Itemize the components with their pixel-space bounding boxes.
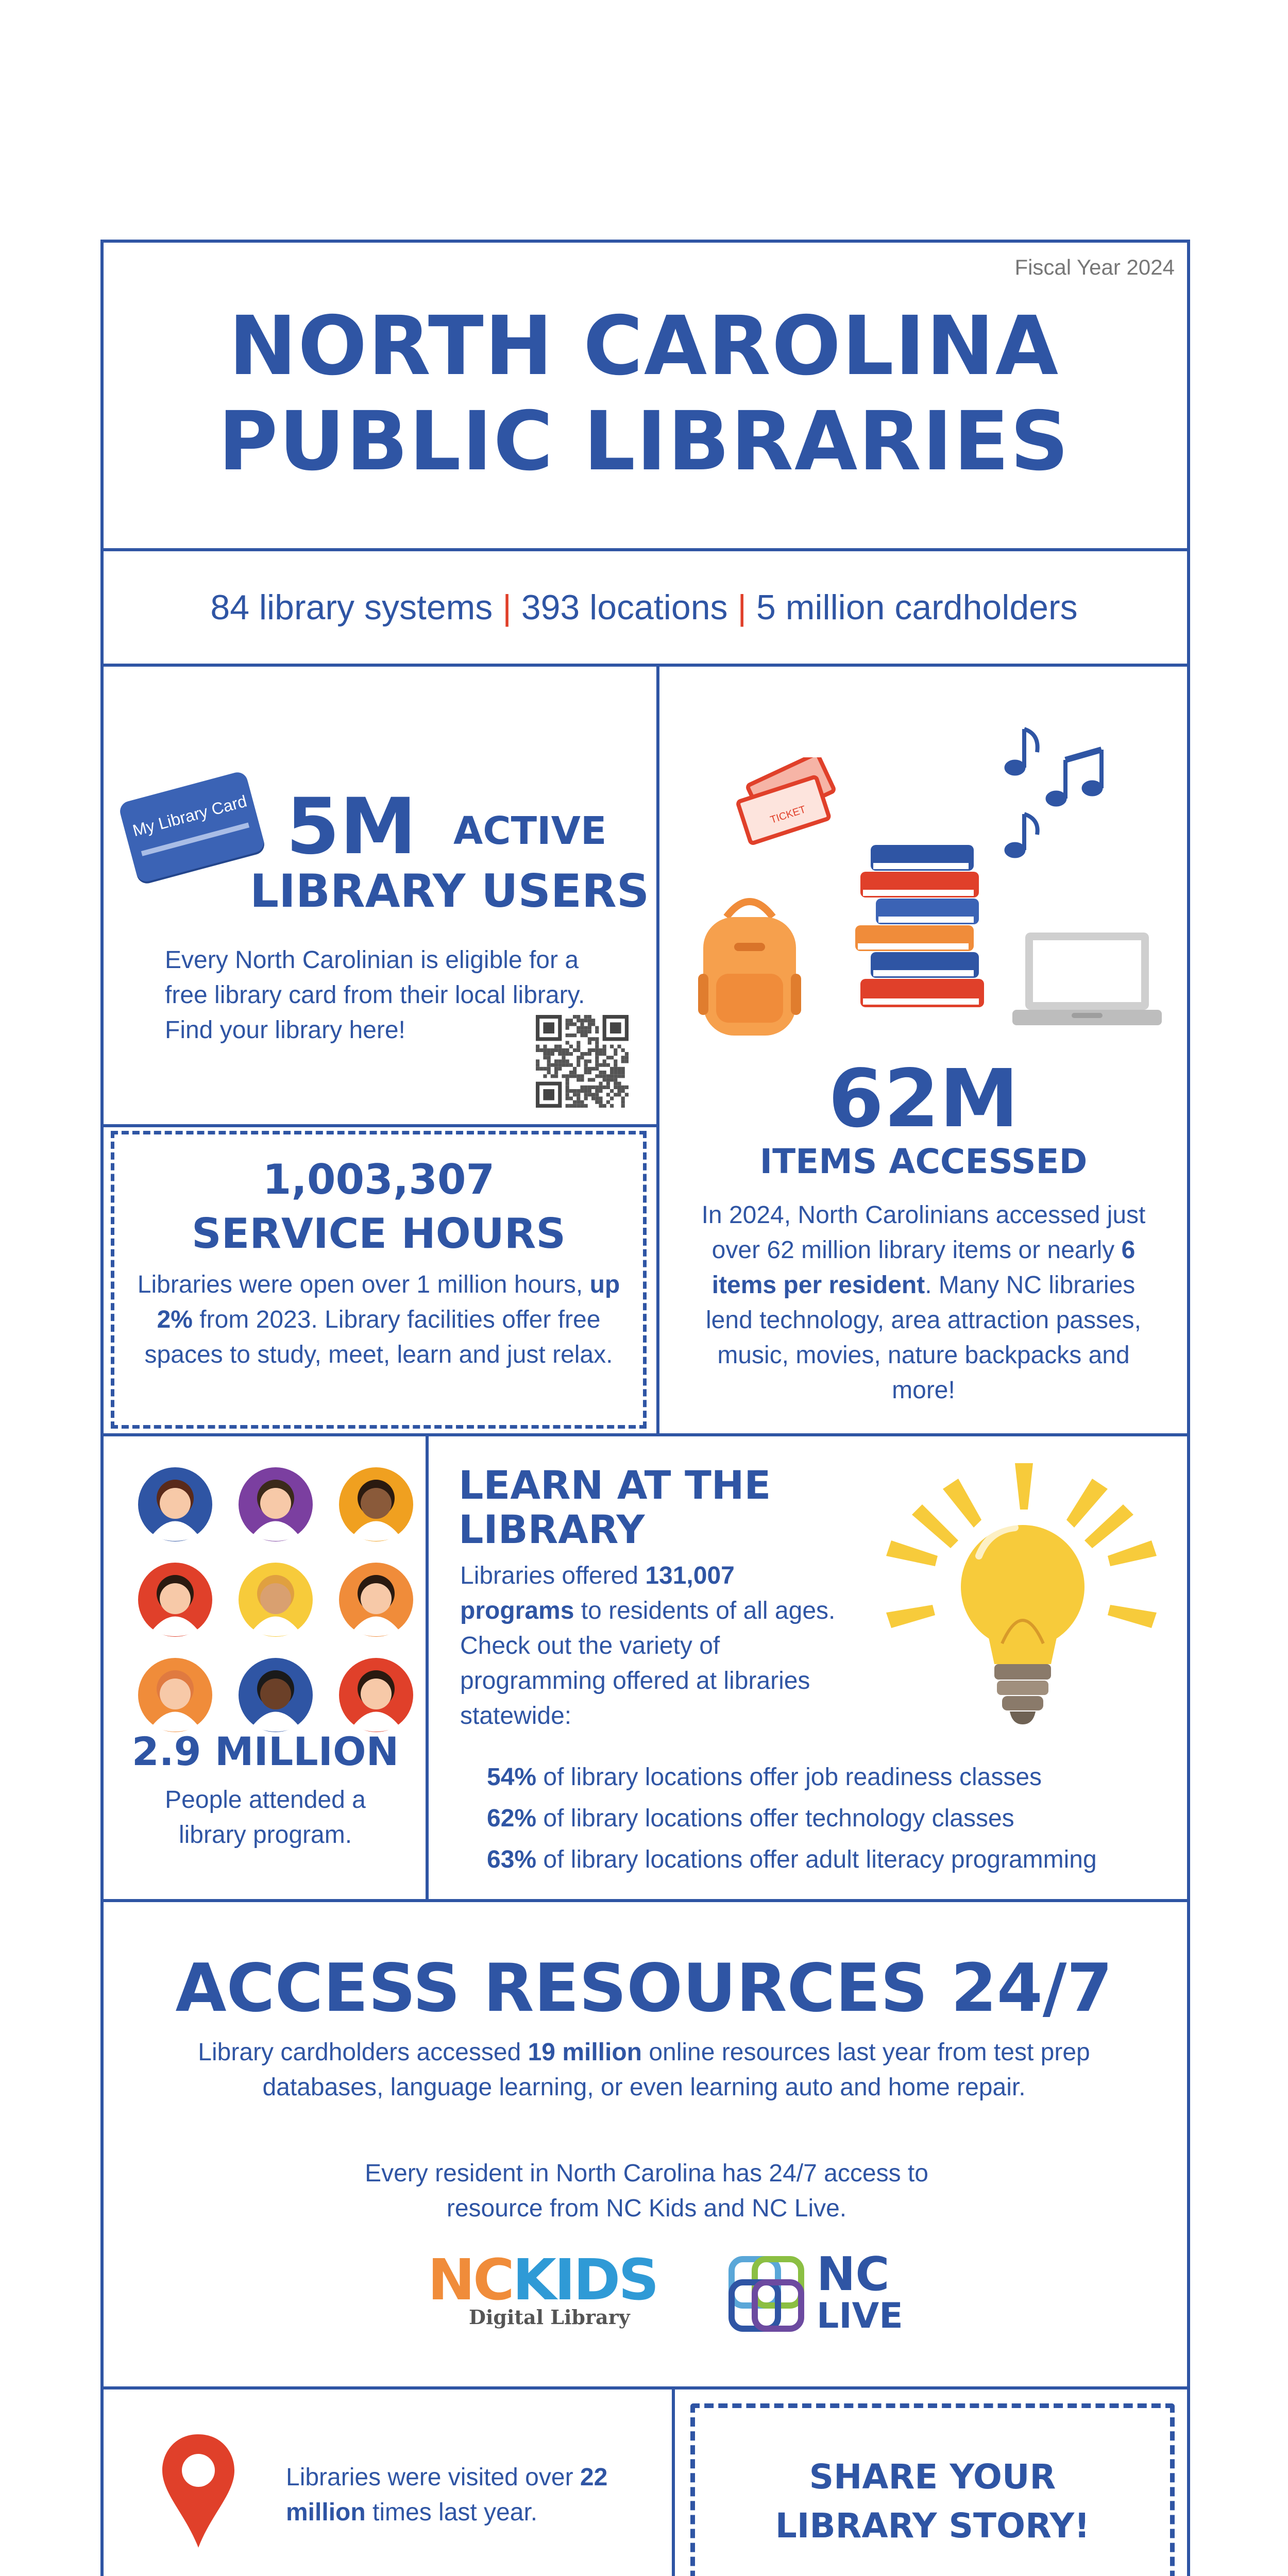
hours-text: Libraries were open over 1 million hours, up 2% from 2023. Library facilities offer free spaces to study, meet, learn and just relax. bbox=[137, 1271, 620, 1368]
visits-text: Libraries were visited over 22 million times last year. bbox=[286, 2464, 608, 2526]
share-headline: SHARE YOUR LIBRARY STORY! bbox=[775, 2457, 1090, 2546]
learn-stat-adult-literacy: 63% of library locations offer adult literacy programming bbox=[487, 1846, 1097, 1873]
summary-separator-2: | bbox=[737, 588, 747, 627]
page-title-line2: PUBLIC LIBRARIES bbox=[218, 394, 1070, 489]
ticket-icon bbox=[732, 757, 845, 850]
person-avatar bbox=[339, 1467, 413, 1541]
users-text: Every North Carolinian is eligible for a free library card from their local library. Find your library here! bbox=[165, 946, 585, 1044]
nc-kids-logo[interactable]: NCKIDS Digital Library bbox=[428, 2247, 657, 2329]
users-big-number: 5M bbox=[286, 782, 417, 872]
hours-headline: SERVICE HOURS bbox=[192, 1210, 566, 1258]
person-avatar bbox=[239, 1658, 313, 1732]
music-notes-icon bbox=[999, 721, 1113, 866]
learn-headline: LEARN AT THE LIBRARY bbox=[459, 1462, 771, 1552]
hours-big-number: 1,003,307 bbox=[262, 1156, 495, 1204]
learn-stat-job-readiness: 54% of library locations offer job readiness classes bbox=[487, 1764, 1042, 1791]
learn-stat-technology: 62% of library locations offer technology classes bbox=[487, 1805, 1014, 1832]
book-stack-icon bbox=[850, 840, 1005, 1036]
map-pin-icon bbox=[160, 2432, 237, 2550]
items-text: In 2024, North Carolinians accessed just over 62 million library items or nearly 6 items per resident. Many NC libraries lend technology, area attraction passes, music, movies, nature backpacks and more! bbox=[701, 1201, 1146, 1404]
person-avatar bbox=[138, 1658, 212, 1732]
summary-line bbox=[103, 587, 1185, 628]
access-text: Library cardholders accessed 19 million online resources last year from test prep databases, language learning, or even learning auto and home repair. bbox=[198, 2039, 1090, 2101]
person-avatar bbox=[239, 1467, 313, 1541]
summary-cardholders: 5 million cardholders bbox=[756, 588, 1078, 627]
items-big-number: 62M bbox=[828, 1052, 1019, 1145]
backpack-icon bbox=[690, 886, 809, 1041]
users-headline: LIBRARY USERS bbox=[250, 865, 650, 918]
users-active-label: ACTIVE bbox=[453, 809, 607, 853]
summary-systems: 84 library systems bbox=[210, 588, 493, 627]
access-headline: ACCESS RESOURCES 24/7 bbox=[175, 1950, 1113, 2027]
attendance-text: People attended a library program. bbox=[165, 1786, 366, 1849]
svg-text:TICKET: TICKET bbox=[769, 804, 807, 826]
summary-separator-1: | bbox=[502, 588, 512, 627]
page-title-line1: NORTH CAROLINA bbox=[228, 299, 1060, 394]
learn-text: Libraries offered 131,007 programs to residents of all ages. Check out the variety of programming offered at libraries statewide: bbox=[460, 1562, 836, 1730]
laptop-icon bbox=[1010, 927, 1164, 1036]
page-title bbox=[103, 299, 1185, 489]
fiscal-year-label: Fiscal Year 2024 bbox=[1014, 255, 1175, 279]
items-headline: ITEMS ACCESSED bbox=[759, 1142, 1088, 1181]
nc-live-logo[interactable]: NC LIVE bbox=[726, 2249, 912, 2339]
library-card-icon: My Library Card bbox=[118, 770, 266, 884]
access-text-2: Every resident in North Carolina has 24/7 access to resource from NC Kids and NC Live. bbox=[365, 2160, 928, 2222]
light-bulb-icon bbox=[871, 1458, 1170, 1726]
attendance-big-number: 2.9 MILLION bbox=[131, 1728, 399, 1774]
person-avatar bbox=[239, 1563, 313, 1637]
person-avatar bbox=[138, 1563, 212, 1637]
find-library-qr-code[interactable] bbox=[536, 1015, 629, 1108]
person-avatar bbox=[138, 1467, 212, 1541]
learn-stats-list bbox=[487, 1757, 1177, 1880]
people-avatars-grid bbox=[131, 1463, 420, 1736]
summary-locations: 393 locations bbox=[521, 588, 728, 627]
person-avatar bbox=[339, 1563, 413, 1637]
person-avatar bbox=[339, 1658, 413, 1732]
